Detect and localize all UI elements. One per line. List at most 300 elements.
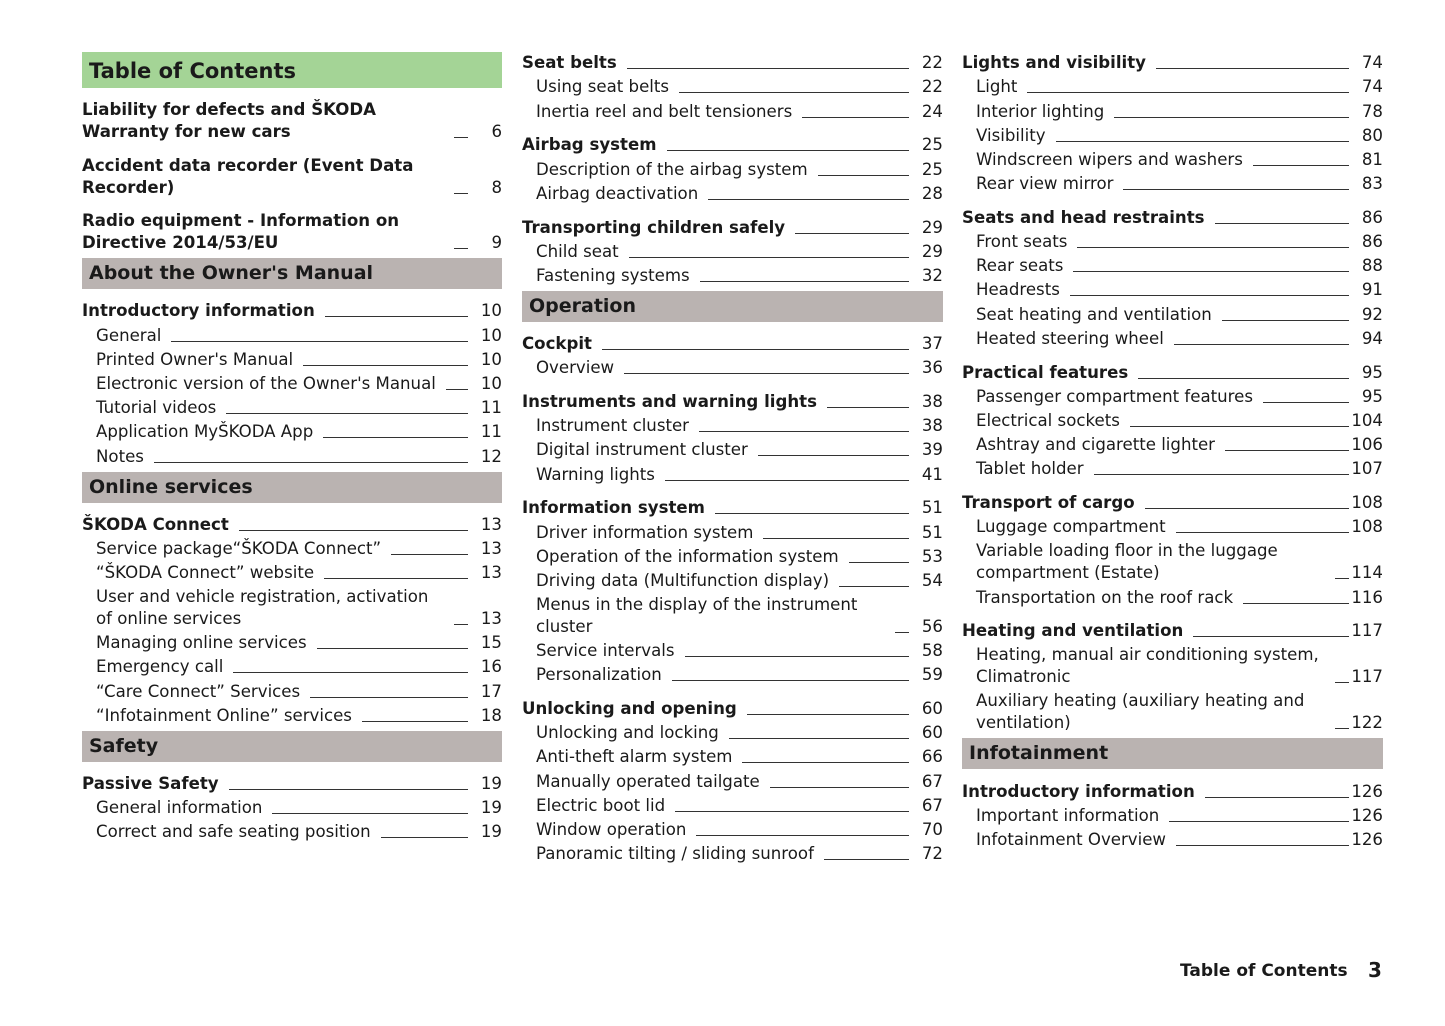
entry-page-number: 24 [921, 101, 943, 121]
toc-subentry[interactable] [522, 793, 943, 817]
toc-subentry[interactable] [82, 371, 502, 395]
entry-page-number: 51 [921, 498, 943, 518]
entry-page-number: 11 [480, 422, 502, 442]
toc-column-2 [522, 50, 943, 865]
leader-line [1335, 682, 1349, 683]
leader-line [802, 117, 909, 118]
toc-chapter-entry[interactable] [82, 298, 502, 322]
toc-subentry[interactable] [522, 181, 943, 205]
toc-subentry[interactable] [522, 544, 943, 568]
entry-title: Notes [96, 446, 144, 466]
spacer [522, 686, 943, 696]
toc-subentry[interactable] [522, 720, 943, 744]
entry-title: Warning lights [536, 464, 655, 484]
toc-subentry[interactable] [962, 803, 1383, 827]
leader-line [1123, 189, 1349, 190]
leader-line [226, 413, 468, 414]
entry-title: “Care Connect” Services [96, 681, 301, 701]
entry-title: Tutorial videos [96, 398, 217, 418]
entry-title: Lights and visibility [962, 53, 1146, 73]
entry-title: Windscreen wipers and washers [976, 149, 1243, 169]
toc-subentry[interactable] [82, 819, 502, 843]
leader-line [381, 837, 468, 838]
toc-subentry[interactable] [82, 654, 502, 678]
entry-page-number: 88 [1361, 256, 1383, 276]
entry-page-number: 10 [480, 325, 502, 345]
entry-page-number: 29 [921, 217, 943, 237]
leader-line [699, 431, 909, 432]
entry-title: Ashtray and cigarette lighter [976, 435, 1216, 455]
leader-line [758, 455, 909, 456]
entry-page-number: 53 [921, 546, 943, 566]
toc-subentry[interactable] [522, 437, 943, 461]
leader-line [795, 233, 909, 234]
entry-title: Variable loading floor in the luggage compartment (Estate) [976, 541, 1278, 583]
toc-subentry[interactable] [962, 277, 1383, 301]
leader-line [1073, 271, 1349, 272]
entry-page-number: 67 [921, 771, 943, 791]
toc-subentry[interactable] [962, 456, 1383, 480]
entry-page-number: 51 [921, 522, 943, 542]
leader-line [171, 341, 468, 342]
entry-title: Service intervals [536, 641, 675, 661]
toc-subentry[interactable] [962, 642, 1383, 688]
toc-chapter-entry[interactable] [962, 618, 1383, 642]
spacer [962, 350, 1383, 360]
entry-title: Child seat [536, 241, 619, 261]
entry-page-number: 70 [921, 820, 943, 840]
toc-chapter-entry[interactable] [522, 50, 943, 74]
leader-line [895, 632, 909, 633]
leader-line [310, 697, 468, 698]
entry-page-number: 10 [480, 301, 502, 321]
entry-page-number: 106 [1351, 435, 1383, 455]
entry-title: User and vehicle registration, activation of online services [96, 587, 429, 629]
section-heading: About the Owner's Manual [82, 258, 502, 289]
entry-page-number: 19 [480, 822, 502, 842]
toc-chapter-entry[interactable] [522, 214, 943, 238]
leader-line [672, 680, 909, 681]
entry-page-number: 28 [921, 183, 943, 203]
leader-line [629, 257, 909, 258]
leader-line [742, 762, 909, 763]
entry-title: Manually operated tailgate [536, 771, 760, 791]
toc-chapter-entry[interactable] [82, 208, 502, 254]
leader-line [602, 349, 909, 350]
entry-page-number: 10 [480, 373, 502, 393]
section-heading: Online services [82, 472, 502, 503]
entry-title: Correct and safe seating position [96, 822, 371, 842]
toc-subentry[interactable] [82, 322, 502, 346]
toc-subentry[interactable] [82, 630, 502, 654]
entry-title: “Infotainment Online” services [96, 705, 352, 725]
leader-line [627, 68, 909, 69]
toc-subentry[interactable] [82, 443, 502, 467]
leader-line [818, 175, 909, 176]
entry-page-number: 19 [480, 798, 502, 818]
entry-title: Radio equipment - Information on Directive 2014/53/EU [82, 211, 400, 253]
entry-title: General information [96, 798, 263, 818]
entry-title: Overview [536, 358, 615, 378]
spacer [82, 143, 502, 153]
toc-chapter-entry[interactable] [522, 495, 943, 519]
leader-line [1027, 92, 1349, 93]
leader-line [324, 578, 468, 579]
leader-line [1138, 378, 1349, 379]
entry-title: Personalization [536, 665, 662, 685]
entry-page-number: 13 [480, 563, 502, 583]
toc-subentry[interactable] [962, 408, 1383, 432]
leader-line [1056, 141, 1349, 142]
toc-subentry[interactable] [962, 171, 1383, 195]
leader-line [1193, 636, 1349, 637]
entry-title: Electronic version of the Owner's Manual [96, 373, 436, 393]
toc-subentry[interactable] [962, 432, 1383, 456]
entry-page-number: 10 [480, 349, 502, 369]
entry-page-number: 78 [1361, 101, 1383, 121]
toc-chapter-entry[interactable] [522, 331, 943, 355]
entry-title: Infotainment Overview [976, 829, 1167, 849]
leader-line [362, 721, 468, 722]
toc-subentry[interactable] [82, 795, 502, 819]
toc-column-1 [82, 50, 502, 843]
leader-line [1222, 320, 1349, 321]
entry-title: Seat belts [522, 53, 617, 73]
toc-subentry[interactable] [82, 678, 502, 702]
leader-line [391, 554, 468, 555]
toc-subentry[interactable] [82, 395, 502, 419]
entry-title: Information system [522, 498, 705, 518]
entry-title: Menus in the display of the instrument cluster [536, 594, 858, 636]
leader-line [303, 365, 468, 366]
leader-line [1174, 344, 1349, 345]
entry-title: Electrical sockets [976, 411, 1120, 430]
entry-title: Passenger compartment features [976, 386, 1253, 406]
entry-page-number: 37 [921, 334, 943, 354]
toc-subentry[interactable] [962, 98, 1383, 122]
spacer [962, 609, 1383, 619]
entry-title: Description of the airbag system [536, 159, 808, 179]
leader-line [1225, 450, 1349, 451]
toc-subentry[interactable] [522, 98, 943, 122]
toc-chapter-entry[interactable] [962, 490, 1383, 514]
toc-subentry[interactable] [962, 688, 1383, 734]
entry-page-number: 17 [480, 681, 502, 701]
leader-line [1070, 295, 1349, 296]
entry-title: Airbag deactivation [536, 183, 699, 203]
toc-subentry[interactable] [522, 768, 943, 792]
toc-chapter-entry[interactable] [962, 205, 1383, 229]
leader-line [667, 150, 910, 151]
leader-line [770, 787, 909, 788]
leader-line [849, 562, 909, 563]
toc-subentry[interactable] [82, 703, 502, 727]
toc-subentry[interactable] [962, 326, 1383, 350]
entry-page-number: 38 [921, 416, 943, 436]
toc-subentry[interactable] [962, 384, 1383, 408]
leader-line [233, 672, 468, 673]
leader-line [454, 137, 468, 138]
entry-page-number: 11 [480, 398, 502, 418]
entry-title: Passive Safety [82, 774, 219, 793]
entry-page-number: 19 [480, 774, 502, 793]
entry-page-number: 92 [1361, 304, 1383, 324]
entry-title: Important information [976, 805, 1160, 825]
entry-page-number: 16 [480, 657, 502, 677]
entry-title: Heating, manual air conditioning system, Climatronic [976, 645, 1319, 687]
entry-title: Rear seats [976, 256, 1064, 276]
leader-line [1156, 68, 1349, 69]
entry-title: Heated steering wheel [976, 328, 1164, 348]
entry-page-number: 80 [1361, 125, 1383, 145]
entry-page-number: 116 [1351, 587, 1383, 607]
leader-line [454, 248, 468, 249]
leader-line [665, 480, 909, 481]
entry-page-number: 114 [1351, 563, 1383, 583]
spacer [962, 480, 1383, 490]
entry-page-number: 86 [1361, 207, 1383, 227]
leader-line [827, 407, 909, 408]
entry-title: Instruments and warning lights [522, 392, 817, 412]
entry-title: Transport of cargo [962, 493, 1135, 513]
toc-chapter-entry[interactable] [522, 389, 943, 413]
entry-page-number: 56 [921, 616, 943, 636]
entry-page-number: 25 [921, 135, 943, 155]
entry-title: Unlocking and opening [522, 699, 737, 719]
entry-page-number: 54 [921, 570, 943, 590]
entry-page-number: 94 [1361, 328, 1383, 348]
entry-title: Visibility [976, 125, 1046, 145]
leader-line [679, 92, 909, 93]
toc-subentry[interactable] [522, 568, 943, 592]
entry-page-number: 15 [480, 633, 502, 653]
leader-line [446, 389, 468, 390]
entry-page-number: 58 [921, 641, 943, 661]
entry-page-number: 107 [1351, 459, 1383, 479]
toc-subentry[interactable] [962, 301, 1383, 325]
entry-title: Introductory information [962, 781, 1195, 801]
entry-page-number: 117 [1351, 667, 1383, 687]
toc-subentry[interactable] [522, 413, 943, 437]
leader-line [1114, 117, 1349, 118]
entry-title: Seats and head restraints [962, 207, 1205, 227]
entry-page-number: 22 [921, 53, 943, 73]
entry-page-number: 86 [1361, 232, 1383, 252]
entry-page-number: 74 [1361, 53, 1383, 73]
leader-line [325, 316, 468, 317]
entry-title: Driver information system [536, 522, 754, 542]
entry-title: Accident data recorder (Event Data Recorder) [82, 155, 414, 197]
toc-subentry[interactable] [522, 662, 943, 686]
entry-title: “ŠKODA Connect” website [96, 563, 315, 583]
entry-title: Liability for defects and ŠKODA Warranty for new cars [82, 100, 376, 141]
spacer [82, 199, 502, 209]
entry-page-number: 95 [1361, 386, 1383, 406]
entry-title: ŠKODA Connect [82, 514, 229, 534]
entry-page-number: 122 [1351, 713, 1383, 733]
toc-chapter-entry[interactable] [82, 512, 502, 536]
entry-title: Panoramic tilting / sliding sunroof [536, 844, 814, 864]
entry-page-number: 25 [921, 159, 943, 179]
entry-page-number: 13 [480, 538, 502, 558]
leader-line [700, 281, 909, 282]
leader-line [317, 648, 468, 649]
entry-page-number: 60 [921, 723, 943, 743]
toc-subentry[interactable] [962, 229, 1383, 253]
toc-subentry[interactable] [82, 419, 502, 443]
toc-subentry[interactable] [522, 239, 943, 263]
entry-title: General [96, 325, 162, 345]
toc-chapter-entry[interactable] [962, 778, 1383, 802]
toc-subentry[interactable] [522, 817, 943, 841]
section-heading: Infotainment [962, 738, 1383, 769]
toc-subentry[interactable] [962, 514, 1383, 538]
section-heading: Table of Contents [82, 52, 502, 88]
toc-subentry[interactable] [962, 584, 1383, 608]
entry-title: Transportation on the roof rack [976, 587, 1234, 607]
entry-page-number: 39 [921, 440, 943, 460]
leader-line [1215, 223, 1349, 224]
entry-title: Unlocking and locking [536, 723, 719, 743]
toc-column-3 [962, 50, 1383, 851]
entry-title: Light [976, 77, 1018, 97]
entry-title: Front seats [976, 232, 1068, 252]
toc-subentry[interactable] [962, 538, 1383, 584]
entry-title: Heating and ventilation [962, 621, 1184, 641]
leader-line [1130, 426, 1349, 427]
toc-subentry[interactable] [522, 355, 943, 379]
entry-title: Practical features [962, 362, 1129, 382]
entry-title: Driving data (Multifunction display) [536, 570, 830, 590]
leader-line [1094, 474, 1349, 475]
entry-title: Digital instrument cluster [536, 440, 748, 460]
entry-title: Inertia reel and belt tensioners [536, 101, 793, 121]
entry-page-number: 91 [1361, 280, 1383, 300]
page-number: 3 [1368, 958, 1382, 982]
entry-title: Cockpit [522, 334, 592, 354]
toc-subentry[interactable] [962, 253, 1383, 277]
entry-title: Service package“ŠKODA Connect” [96, 538, 382, 558]
leader-line [1176, 845, 1349, 846]
toc-subentry[interactable] [962, 123, 1383, 147]
entry-title: Transporting children safely [522, 217, 786, 237]
leader-line [696, 835, 909, 836]
spacer [522, 205, 943, 215]
toc-subentry[interactable] [962, 827, 1383, 851]
entry-page-number: 74 [1361, 77, 1383, 97]
entry-page-number: 22 [921, 77, 943, 97]
leader-line [685, 656, 909, 657]
entry-page-number: 18 [480, 705, 502, 725]
toc-subentry[interactable] [82, 536, 502, 560]
entry-title: Auxiliary heating (auxiliary heating and ventilation) [976, 691, 1305, 733]
leader-line [747, 714, 909, 715]
footer-label: Table of Contents [1180, 961, 1348, 981]
leader-line [1176, 532, 1349, 533]
entry-page-number: 12 [480, 446, 502, 466]
entry-page-number: 36 [921, 358, 943, 378]
entry-title: Printed Owner's Manual [96, 349, 294, 369]
entry-page-number: 6 [491, 122, 502, 141]
leader-line [1335, 578, 1349, 579]
leader-line [824, 859, 909, 860]
toc-subentry[interactable] [522, 841, 943, 865]
toc-chapter-entry[interactable] [962, 359, 1383, 383]
entry-page-number: 126 [1351, 805, 1383, 825]
entry-page-number: 108 [1351, 493, 1383, 513]
leader-line [239, 530, 468, 531]
toc-chapter-entry[interactable] [82, 153, 502, 199]
leader-line [729, 738, 909, 739]
entry-title: Using seat belts [536, 77, 670, 97]
toc-chapter-entry[interactable] [82, 97, 502, 143]
entry-page-number: 72 [921, 844, 943, 864]
toc-chapter-entry[interactable] [522, 132, 943, 156]
spacer [962, 195, 1383, 205]
entry-title: Application MyŠKODA App [96, 422, 314, 442]
spacer [522, 123, 943, 133]
toc-chapter-entry[interactable] [82, 771, 502, 795]
entry-title: Tablet holder [976, 459, 1084, 479]
toc-subentry[interactable] [522, 74, 943, 98]
toc-subentry[interactable] [82, 560, 502, 584]
toc-subentry[interactable] [522, 519, 943, 543]
leader-line [1169, 821, 1349, 822]
entry-title: Managing online services [96, 633, 307, 653]
entry-page-number: 13 [480, 514, 502, 534]
entry-page-number: 13 [480, 609, 502, 629]
entry-page-number: 41 [921, 464, 943, 484]
toc-subentry[interactable] [962, 74, 1383, 98]
spacer [522, 486, 943, 496]
leader-line [154, 462, 468, 463]
leader-line [675, 811, 909, 812]
toc-subentry[interactable] [522, 156, 943, 180]
entry-title: Window operation [536, 820, 687, 840]
leader-line [1145, 508, 1349, 509]
entry-page-number: 117 [1351, 621, 1383, 641]
entry-title: Anti-theft alarm system [536, 747, 733, 767]
entry-page-number: 126 [1351, 829, 1383, 849]
entry-page-number: 67 [921, 795, 943, 815]
toc-subentry[interactable] [82, 584, 502, 630]
toc-subentry[interactable] [962, 147, 1383, 171]
leader-line [454, 624, 468, 625]
leader-line [839, 586, 909, 587]
leader-line [1335, 728, 1349, 729]
entry-title: Rear view mirror [976, 174, 1114, 194]
entry-page-number: 9 [491, 233, 502, 253]
toc-subentry[interactable] [82, 347, 502, 371]
entry-page-number: 59 [921, 665, 943, 685]
entry-page-number: 66 [921, 747, 943, 767]
toc-subentry[interactable] [522, 744, 943, 768]
entry-title: Airbag system [522, 135, 657, 155]
leader-line [1263, 402, 1349, 403]
entry-title: Introductory information [82, 301, 315, 321]
toc-subentry[interactable] [522, 638, 943, 662]
leader-line [229, 789, 468, 790]
entry-page-number: 95 [1361, 362, 1383, 382]
toc-subentry[interactable] [522, 263, 943, 287]
toc-subentry[interactable] [522, 592, 943, 638]
toc-subentry[interactable] [522, 461, 943, 485]
entry-title: Seat heating and ventilation [976, 304, 1212, 324]
toc-chapter-entry[interactable] [962, 50, 1383, 74]
entry-page-number: 60 [921, 699, 943, 719]
entry-page-number: 104 [1351, 411, 1383, 430]
toc-chapter-entry[interactable] [522, 696, 943, 720]
